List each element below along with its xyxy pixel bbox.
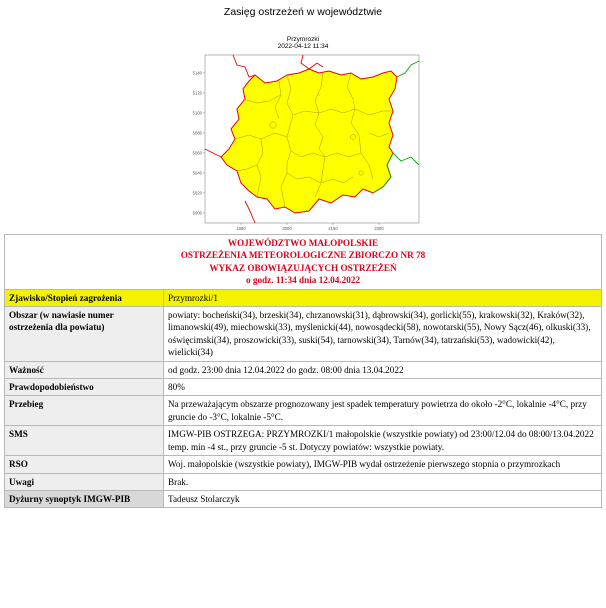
row-validity: [5, 361, 602, 378]
y-tick-label: 5100: [192, 110, 202, 116]
x-tick-label: 2150: [328, 226, 338, 231]
row-label: Uwagi: [5, 473, 164, 490]
y-tick-label: 5020: [192, 190, 202, 196]
row-label: SMS: [5, 426, 164, 456]
row-value: IMGW-PIB OSTRZEGA: PRZYMROZKI/1 małopolskie (wszystkie powiaty) od 23:00/12.04 do 08:00/13.04.2022 temp. min -4 st., przy gruncie -5 st. Dotyczy powiatów: wszystkie powiaty.: [164, 426, 602, 456]
row-value: Na przeważającym obszarze prognozowany jest spadek temperatury powietrza do około -2°C, lokalnie -4°C, przy gruncie do -3°C, lokalnie -5°C.: [164, 396, 602, 426]
x-tick-label: 2000: [282, 226, 292, 231]
row-forecaster: [5, 490, 602, 507]
row-label: Obszar (w nawiasie numer ostrzeżenia dla powiatu): [5, 307, 164, 362]
warning-map: [183, 36, 423, 232]
row-rso: [5, 456, 602, 473]
row-label: Ważność: [5, 361, 164, 378]
header-bulletin-number: OSTRZEŻENIA METEOROLOGICZNE ZBIORCZO NR 78: [180, 250, 426, 261]
header-list-title: WYKAZ OBOWIĄZUJĄCYCH OSTRZEŻEŃ: [209, 262, 397, 273]
x-tick-label: 1850: [236, 226, 246, 231]
row-label: Zjawisko/Stopień zagrożenia: [5, 289, 164, 306]
y-tick-label: 5040: [192, 170, 202, 176]
row-probability: [5, 379, 602, 396]
row-label: RSO: [5, 456, 164, 473]
row-area: [5, 307, 602, 362]
x-tick-label: 2300: [374, 226, 384, 231]
row-value: powiaty: bocheński(34), brzeski(34), chrzanowski(31), dąbrowski(34), gorlicki(55), krakowski(32), Kraków(32), limanowski(49), miechowski(33), myślenicki(44), nowosądecki(58), nowotarski(55), Nowy Sącz(46), olkuski(33), oświęcimski(34), proszowicki(33), suski(54), tarnowski(34), Tarnów(34), tatrzański(53), wadowicki(42), wielicki(34): [164, 307, 602, 362]
row-value: Tadeusz Stolarczyk: [164, 490, 602, 507]
row-label: Prawdopodobieństwo: [5, 379, 164, 396]
header-issue-time: o godz. 11:34 dnia 12.04.2022: [245, 275, 361, 286]
y-tick-label: 5120: [192, 90, 202, 96]
map-phenomenon-label: Przymrozki: [286, 36, 320, 43]
map-timestamp: 2022-04-12 11:34: [277, 43, 329, 50]
row-phenomenon: [5, 289, 602, 306]
row-value: Woj. małopolskie (wszystkie powiaty), IMGW-PIB wydał ostrzeżenie pierwszego stopnia o przymrozkach: [164, 456, 602, 473]
map-plot: [183, 53, 423, 232]
row-value: Przymrozki/1: [164, 289, 602, 306]
row-label: Przebieg: [5, 396, 164, 426]
row-label: Dyżurny synoptyk IMGW-PIB: [5, 490, 164, 507]
warnings-table: [4, 234, 602, 508]
header-voivodeship: WOJEWÓDZTWO MAŁOPOLSKIE: [227, 238, 379, 248]
y-tick-label: 5080: [192, 130, 202, 136]
page-title: Zasięg ostrzeżeń w województwie: [223, 6, 383, 18]
row-remarks: [5, 473, 602, 490]
y-tick-label: 5060: [192, 150, 202, 156]
row-course: [5, 396, 602, 426]
row-value: 80%: [164, 379, 602, 396]
warnings-header: [5, 235, 602, 290]
row-value: od godz. 23:00 dnia 12.04.2022 do godz. 08:00 dnia 13.04.2022: [164, 361, 602, 378]
row-sms: [5, 426, 602, 456]
table-header-row: [5, 235, 602, 290]
y-tick-label: 5140: [192, 70, 202, 76]
y-tick-label: 5000: [192, 210, 202, 216]
row-value: Brak.: [164, 473, 602, 490]
